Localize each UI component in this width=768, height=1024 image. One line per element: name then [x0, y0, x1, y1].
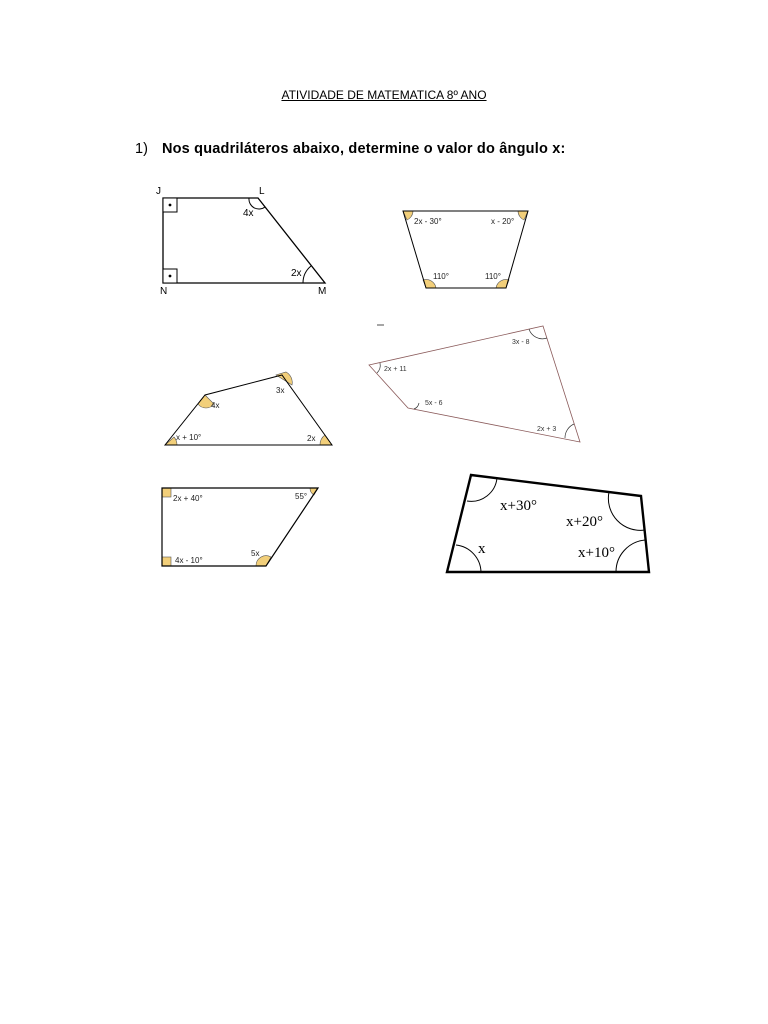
angle-arc-left	[377, 363, 380, 373]
angle-label-inner: 5x - 6	[425, 400, 443, 407]
angle-label-top-right: x - 20°	[491, 217, 515, 226]
angle-label-bottom-right: 2x + 3	[537, 426, 557, 433]
vertex-label-l: L	[259, 186, 265, 197]
right-angle-marker-top-left	[162, 488, 171, 497]
angle-label-top-right: 3x - 8	[512, 339, 530, 346]
angle-label-bottom-right: x+10°	[578, 545, 615, 561]
angle-label-bottom-right: 110°	[485, 272, 501, 281]
figure-3-quadrilateral	[165, 372, 332, 445]
angle-label-top-left: 2x + 40°	[173, 494, 203, 503]
figure-6-outline	[447, 475, 649, 572]
page-title: ATIVIDADE DE MATEMATICA 8º ANO	[281, 88, 487, 102]
figure-1-trapezoid	[156, 186, 326, 297]
angle-label-right: 2x	[307, 434, 316, 443]
angle-label-top-left: x+30°	[500, 498, 537, 514]
question-text: Nos quadriláteros abaixo, determine o valor do ângulo x:	[161, 141, 566, 157]
angle-label-bottom-right: 5x	[251, 549, 260, 558]
angle-arc-top-right	[608, 492, 645, 530]
figure-6-quadrilateral	[447, 475, 649, 572]
right-angle-marker-bottom-left	[162, 557, 171, 566]
angle-arc-inner	[414, 403, 419, 409]
angle-label-l: 4x	[243, 208, 254, 219]
vertex-label-m: M	[318, 286, 327, 297]
angle-label-bottom-left: 110°	[433, 272, 449, 281]
angle-label-left: x + 10°	[176, 433, 202, 442]
angle-label-top-right: x+20°	[566, 514, 603, 530]
angle-label-bottom-left: x	[478, 541, 486, 557]
figure-2-trapezoid	[403, 211, 528, 288]
angle-arc-m	[303, 266, 311, 283]
figure-4-outline	[369, 326, 580, 442]
angle-arc-top-left	[467, 478, 497, 501]
vertex-label-n: N	[160, 286, 168, 297]
figure-4-quadrilateral	[369, 325, 580, 442]
angle-arc-bottom-right	[565, 424, 574, 438]
figure-5-trapezoid	[162, 488, 318, 566]
angle-label-top-right: 55°	[295, 492, 308, 501]
angle-label-top-left: 2x - 30°	[414, 217, 442, 226]
angle-label-upper-left: 4x	[211, 401, 220, 410]
question-number: 1)	[135, 141, 148, 157]
vertex-label-j: J	[156, 186, 161, 197]
angle-label-upper-right: 3x	[276, 386, 285, 395]
angle-label-bottom-left: 4x - 10°	[175, 556, 203, 565]
angle-label-m: 2x	[291, 268, 302, 279]
angle-arc-bottom-right	[616, 540, 645, 572]
angle-label-left: 2x + 11	[384, 366, 407, 373]
